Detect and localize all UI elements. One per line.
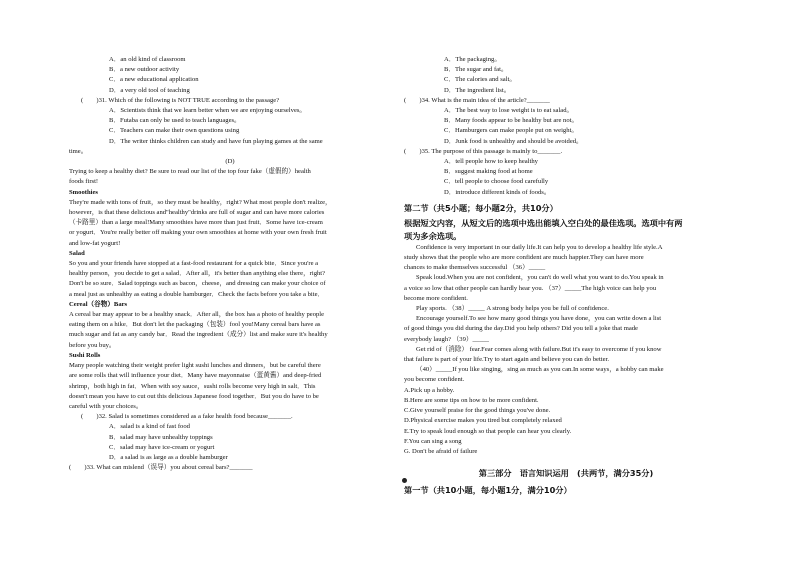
cereal-line: before you buy。 — [69, 341, 116, 349]
cloze-line: Confidence is very important in our daily life.It can help you to develop a healthy life style.A — [416, 243, 663, 251]
cloze-line: become more confident. — [404, 294, 468, 302]
q30-option-c: C．a new educational application — [109, 76, 199, 84]
section2-instructions: 项为多余选项。 — [404, 230, 462, 241]
cereal-heading: Cereal（谷物）Bars — [69, 300, 128, 308]
smoothies-line: or yogurt．You're really better off making your own smoothies at home with your own fresh fruit — [69, 229, 327, 237]
choice-c: C.Give yourself praise for the good things you've done. — [404, 407, 551, 415]
section2-title: 第二节（共5小题；每小题2分，共10分） — [404, 202, 558, 213]
salad-line: So you and your friends have stopped at a fast-food restaurant for a quick bite．Since you're a — [69, 260, 319, 268]
salad-line: Don't be so sure．Salad toppings such as bacon，cheese，and dressing can make your choice of — [69, 280, 326, 288]
sushi-line: Many people watching their weight prefer light sushi lunches and dinners，but be careful there — [69, 362, 321, 370]
cloze-line: Play sports. （38）_____ A strong body helps you be full of confidence. — [416, 305, 609, 313]
part3-title: 第三部分 语言知识运用 (共两节，满分35分) — [478, 468, 654, 479]
cloze-line: you become confident. — [404, 376, 465, 384]
q32-stem: ( )32. Salad is sometimes considered as a fake health food because_______. — [81, 413, 293, 421]
q35-option-a: A．tell people how to keep healthy — [444, 158, 538, 166]
sushi-line: shrimp，both high in fat．When with soy sauce，sushi rolls become very high in salt．This — [69, 382, 316, 390]
cereal-line: much sugar and fat as any candy bar．Read the ingredient（成分）list and make sure it's healthy — [69, 331, 328, 339]
smoothies-line: and low-fat yogurt! — [69, 239, 121, 247]
cloze-line: a voice so low that other people can hardly hear you. （37）_____The high voice can help you — [404, 284, 657, 292]
q31-option-c: C．Teachers can make their own questions using — [109, 127, 240, 135]
choice-e: E.Try to speak loud enough so that people can hear you clearly. — [404, 427, 572, 435]
q30-option-b: B．a new outdoor activity — [109, 66, 180, 74]
smoothies-line: however，is that these delicious and"healthy"drinks are full of sugar and can have more calories — [69, 209, 325, 217]
q30-option-d: D．a very old tool of teaching — [109, 86, 190, 94]
smoothies-line: （卡路里）than a large meal!Many smoothies have more than just fruit．Some have ice-cream — [69, 219, 323, 227]
section2-instructions: 根据短文内容，从短文后的选项中选出能填入空白处的最佳选项。选项中有两 — [404, 217, 683, 228]
passage-d-intro: foods first! — [69, 178, 99, 186]
q32-option-c: C．salad may have ice-cream or yogurt — [109, 443, 215, 451]
cereal-line: eating them on a hike．But don't let the packaging（包装）fool you!Many cereal bars have as — [69, 321, 321, 329]
q34-option-c: C．Hamburgers can make people put on weight。 — [444, 127, 578, 135]
cloze-line: that failure is part of your life.Try to start again and believe you can do better. — [404, 356, 610, 364]
q34-option-d: D．Junk food is unhealthy and should be avoided。 — [444, 137, 583, 145]
q33-option-a: A．The packaging。 — [444, 56, 501, 63]
cloze-line: chances to make themselves successful （36）_____ — [404, 264, 546, 272]
q33-option-c: C．The calories and salt。 — [444, 76, 516, 84]
q33-option-d: D．The ingredient list。 — [444, 86, 511, 94]
q35-option-d: D．introduce different kinds of foods。 — [444, 188, 551, 196]
choice-b: B.Here are some tips on how to be more confident. — [404, 396, 539, 404]
cereal-line: A cereal bar may appear to be a healthy snack．After all，the box has a photo of healthy people — [69, 311, 325, 319]
sushi-line: doesn't mean you have to cut out this delicious Japanese food together．But you do have to be — [69, 392, 319, 400]
choice-f: F.You can sing a song — [404, 437, 462, 445]
cloze-line: everybody laugh? （39）_____ — [404, 335, 489, 343]
cloze-line: Speak loud.When you are not confident，you can't do well what you want to do.You speak in — [416, 274, 664, 282]
q34-option-b: B．Many foods appear to be healthy but are not。 — [444, 117, 579, 125]
salad-heading: Salad — [69, 249, 85, 257]
sushi-heading: Sushi Rolls — [69, 351, 101, 359]
q34-stem: ( )34. What is the main idea of the article?_______ — [404, 96, 550, 104]
margin-dot — [402, 478, 407, 483]
salad-line: a meal just as unhealthy as eating a double hamburger．Check the facts before you take a bite． — [69, 290, 325, 298]
choice-a: A.Pick up a hobby. — [404, 386, 455, 394]
smoothies-heading: Smoothies — [69, 188, 98, 196]
q31-option-d-cont: time。 — [69, 147, 88, 155]
sushi-line: careful with your choices。 — [69, 402, 143, 410]
q32-option-d: D．a salad is as large as a double hamburger — [109, 453, 228, 461]
right-column — [404, 55, 728, 499]
q35-stem: ( )35. The purpose of this passage is mainly to_______. — [404, 147, 563, 155]
q30-option-a: A．an old kind of classroom — [109, 56, 186, 63]
salad-line: healthy person，you decide to get a salad．After all，it's better than anything else there，right? — [69, 270, 326, 278]
q31-option-b: B．Futaba can only be used to teach languages。 — [109, 117, 241, 125]
q33-option-b: B．The sugar and fat。 — [444, 66, 508, 74]
cloze-line: Encourage yourself.To see how many good things you have done，you can write down a list — [416, 315, 662, 323]
q33-stem: ( )33. What can mislend（误导）you about cereal bars?_______ — [69, 464, 253, 472]
q32-option-a: A．salad is a kind of fast food — [109, 423, 190, 431]
section1-title: 第一节（共10小题，每小题1分，满分10分） — [404, 485, 572, 496]
choice-g: G. Don't be afraid of failure — [404, 447, 478, 455]
q32-option-b: B．salad may have unhealthy toppings — [109, 433, 213, 441]
q31-stem: ( )31. Which of the following is NOT TRUE according to the passage? — [81, 96, 280, 104]
q31-option-d: D．The writer thinks children can study and have fun playing games at the same — [109, 137, 323, 145]
smoothies-line: They're made with tons of fruit，so they must be healthy，right? What most people don't realize， — [69, 198, 332, 206]
left-column — [69, 55, 391, 473]
cloze-line: （40）_____If you like singing，sing as much as you can.In some ways，a hobby can make — [416, 366, 664, 374]
q35-option-c: C．tell people to choose food carefully — [444, 178, 549, 186]
passage-d-intro: Trying to keep a healthy diet? Be sure to read our list of the top four fake（虚假的）health — [69, 168, 311, 176]
cloze-line: of good things you did during the day.Did you help others? Did you tell a joke that made — [404, 325, 638, 333]
sushi-line: are some rolls that will influence your diet．Many have mayonnaise（蛋黄酱）and deep-fried — [69, 372, 322, 380]
passage-d-label: (D) — [225, 158, 235, 166]
cloze-line: study shows that the people who are more confident are much happier.They can have more — [404, 254, 644, 262]
choice-d: D.Physical exercise makes you tired but completely relaxed — [404, 417, 562, 425]
cloze-line: Get rid of（消除） fear.Fear comes along with failure.But it's easy to overcome if you know — [416, 345, 662, 353]
q34-option-a: A．The best way to lose weight is to eat salad。 — [444, 107, 574, 115]
q31-option-a: A．Scientists think that we learn better when we are enjoying ourselves。 — [109, 107, 307, 115]
q35-option-b: B．suggest making food at home — [444, 168, 533, 176]
